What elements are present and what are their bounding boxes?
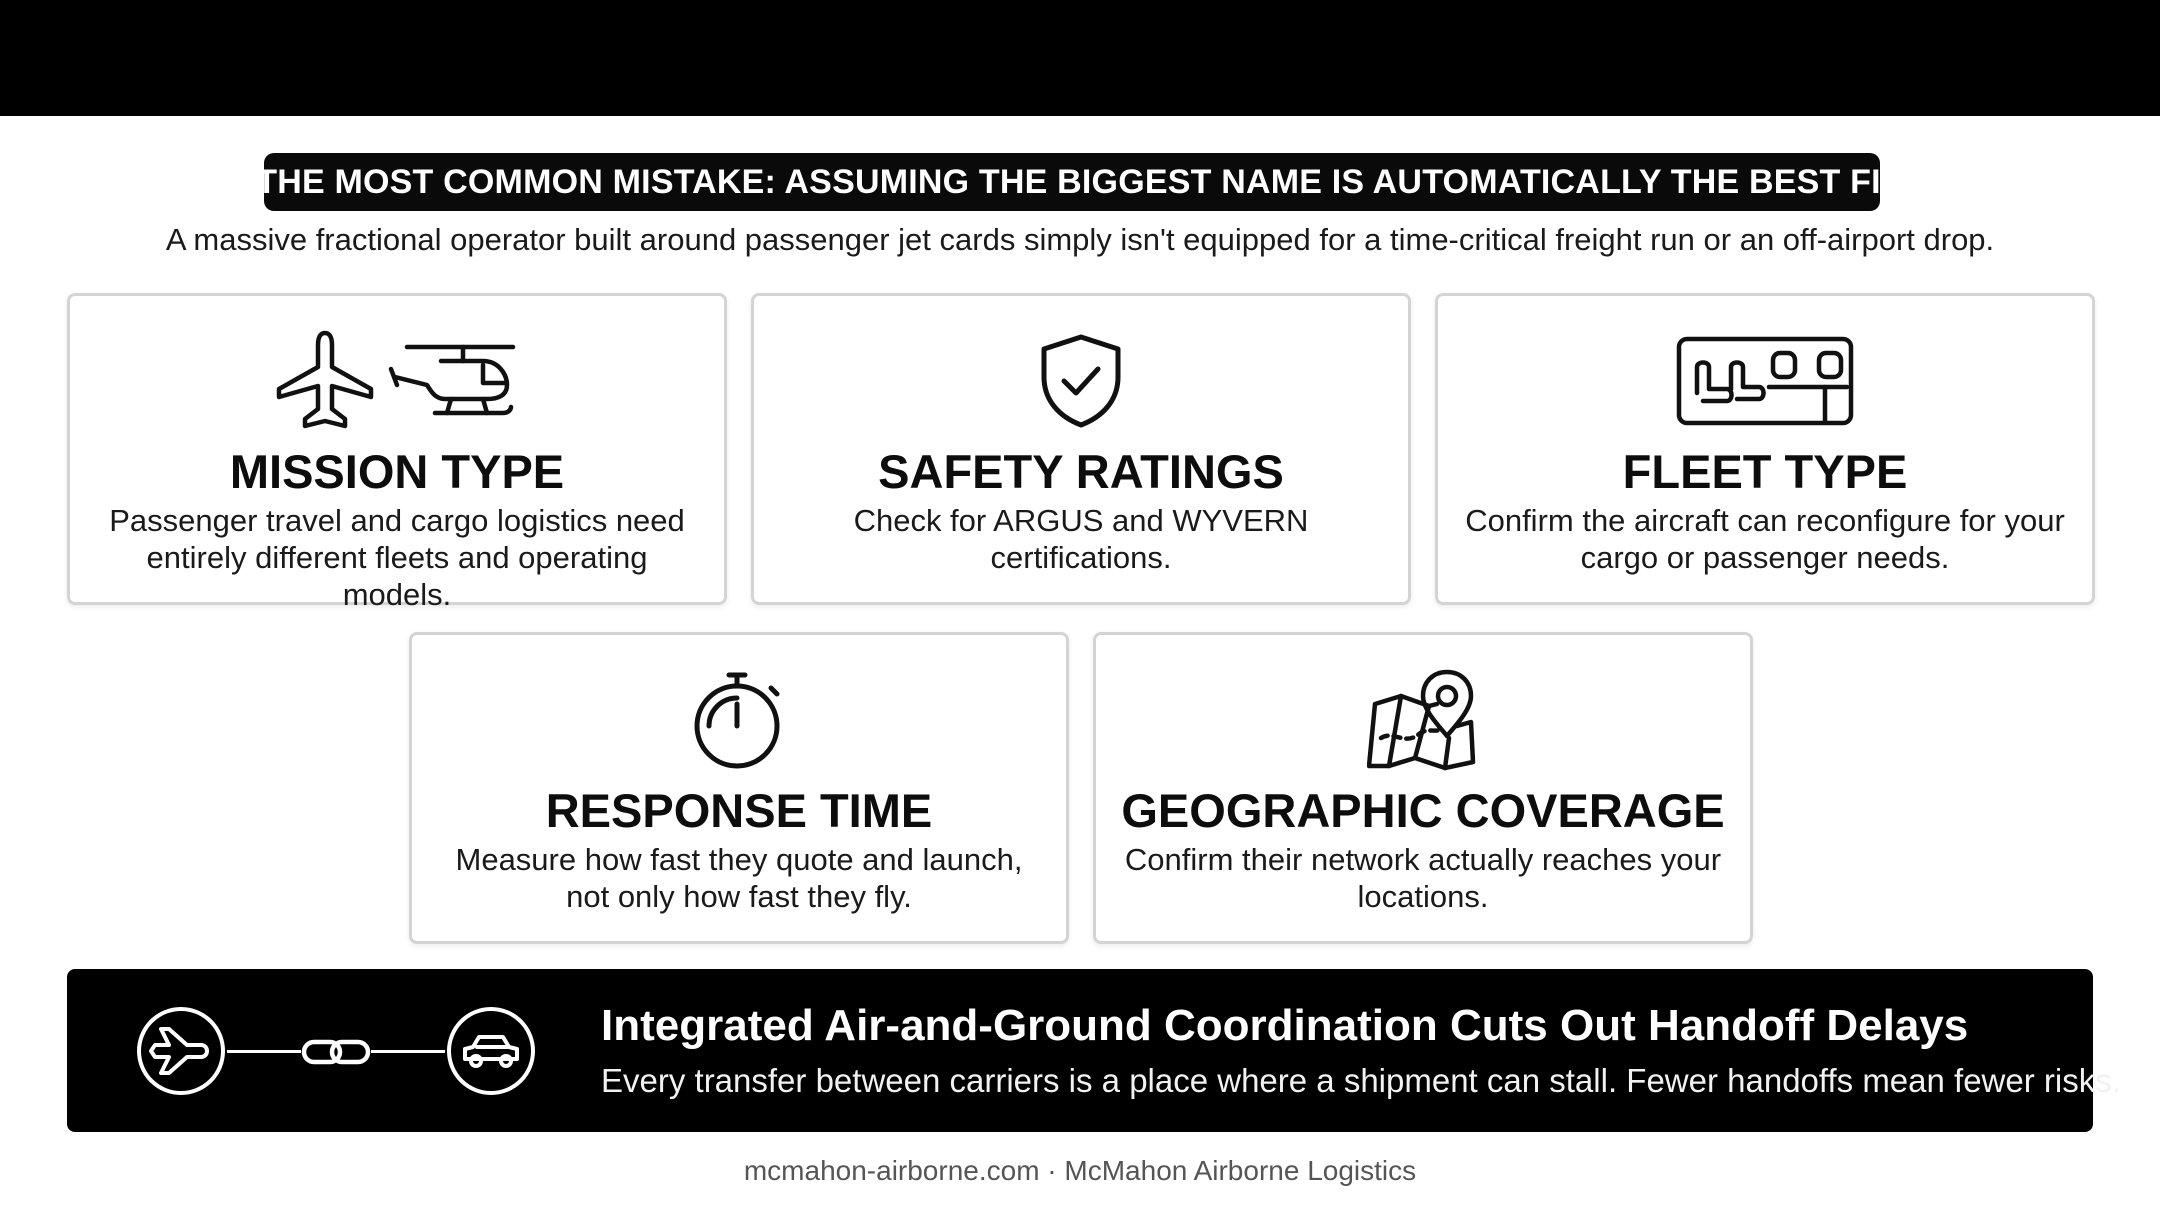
card-title: FLEET TYPE <box>1622 445 1908 498</box>
car-circle-icon <box>445 1005 537 1097</box>
link-icon <box>301 1035 371 1069</box>
subtitle: A massive fractional operator built around passenger jet cards simply isn't equipped for a time-critical freight run or an off-airport drop. <box>165 222 1995 257</box>
warning-banner <box>256 153 1902 211</box>
airplane-icon <box>275 329 375 433</box>
card-title: GEOGRAPHIC COVERAGE <box>1121 784 1725 837</box>
warning-text: THE MOST COMMON MISTAKE: ASSUMING THE BIGGEST NAME IS AUTOMATICALLY THE BEST FIT <box>256 162 1902 201</box>
card-mission-type <box>67 293 727 612</box>
card-description: Confirm their network actually reaches your locations. <box>1124 842 1722 914</box>
connector-line <box>227 1050 301 1053</box>
card-description: Passenger travel and cargo logistics need entirely different fleets and operating models. <box>109 503 685 612</box>
card-title: SAFETY RATINGS <box>878 445 1284 498</box>
top-black-bar <box>0 0 2160 116</box>
banner-text: Every transfer between carriers is a place where a shipment can stall. Fewer handoffs mean fewer risks. <box>601 1062 2121 1099</box>
helicopter-icon <box>387 341 519 421</box>
card-description: Check for ARGUS and WYVERN certifications. <box>853 503 1309 575</box>
integration-banner <box>67 969 2121 1132</box>
footer-credit: mcmahon-airborne.com · McMahon Airborne Logistics <box>743 1155 1417 1186</box>
card-description: Confirm the aircraft can reconfigure for your cargo or passenger needs. <box>1465 503 2065 575</box>
card-title: MISSION TYPE <box>229 445 565 498</box>
airplane-circle-icon <box>135 1005 227 1097</box>
air-ground-flow <box>135 1005 535 1097</box>
aircraft-cabin-seats-icon <box>1675 335 1855 427</box>
card-geographic-coverage <box>1093 632 1753 944</box>
card-title: RESPONSE TIME <box>545 784 933 837</box>
stopwatch-icon <box>691 670 787 770</box>
card-response-time <box>409 632 1069 944</box>
connector-line <box>371 1050 445 1053</box>
map-pin-icon <box>1367 668 1479 772</box>
card-description: Measure how fast they quote and launch, not only how fast they fly. <box>455 842 1023 914</box>
card-fleet-type <box>1435 293 2095 605</box>
banner-title: Integrated Air-and-Ground Coordination Cuts Out Handoff Delays <box>601 1001 1969 1050</box>
card-safety-ratings <box>751 293 1411 605</box>
shield-check-icon <box>1038 333 1124 429</box>
